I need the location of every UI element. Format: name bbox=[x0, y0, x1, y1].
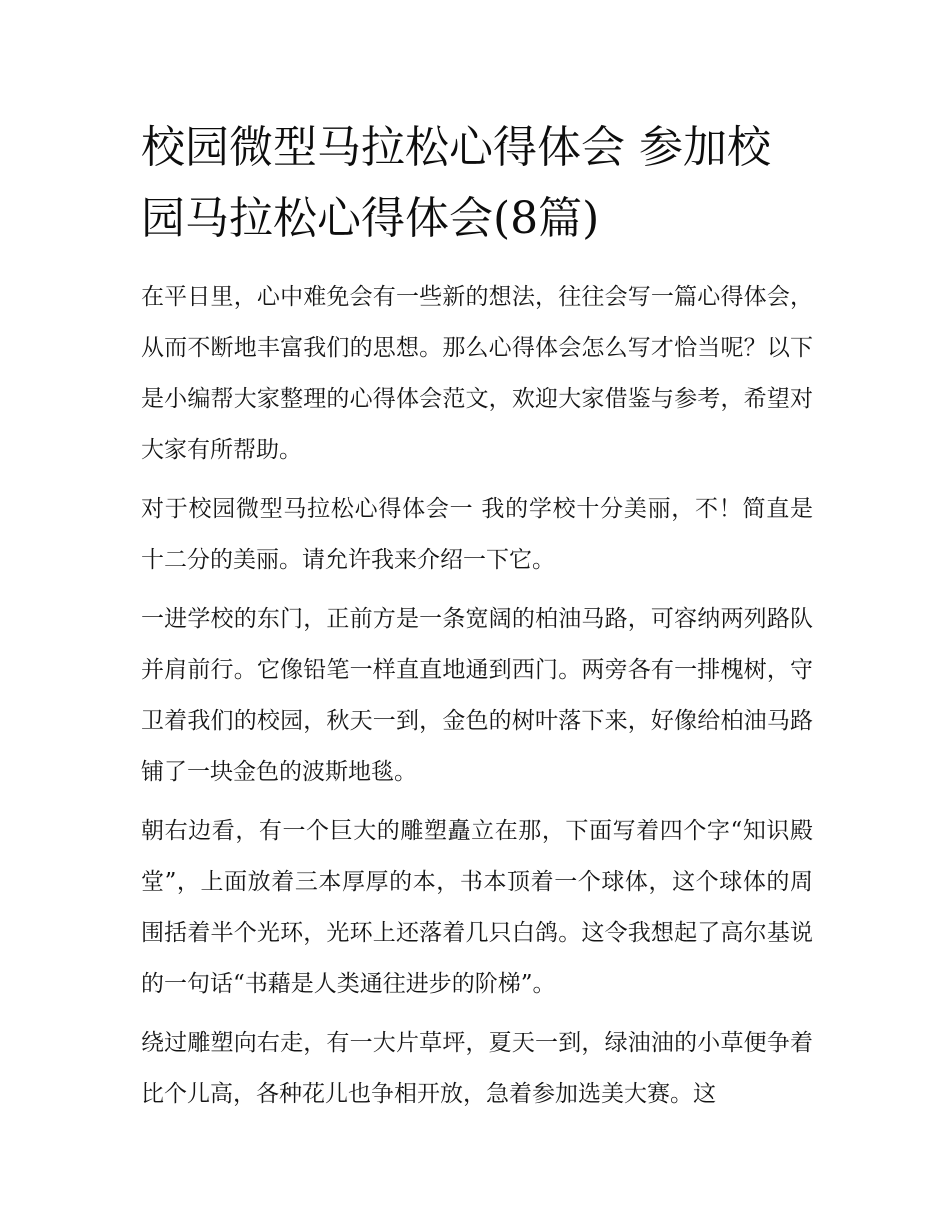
paragraph-sculpture: 朝右边看，有一个巨大的雕塑矗立在那，下面写着四个字“知识殿堂”，上面放着三本厚厚的本，书本顶着一个球体，这个球体的周围括着半个光环，光环上还落着几只白鸽。这令我想起了高尔基说的一句话“书藉是人类通往进步的阶梯”。 bbox=[141, 818, 813, 997]
document-body bbox=[141, 112, 813, 1128]
paragraph-lawn: 绕过雕塑向右走，有一大片草坪，夏天一到，绿油油的小草便争着比个儿高，各种花儿也争相开放，急着参加选美大赛。这 bbox=[141, 1030, 813, 1107]
paragraph-intro: 在平日里，心中难免会有一些新的想法，往往会写一篇心得体会，从而不断地丰富我们的思想。那么心得体会怎么写才恰当呢？以下是小编帮大家整理的心得体会范文，欢迎大家借鉴与参考，希望对大家有所帮助。 bbox=[141, 284, 813, 463]
document-title: 校园微型马拉松心得体会 参加校园马拉松心得体会(8篇) bbox=[141, 122, 771, 244]
paragraph-section-one-opening: 对于校园微型马拉松心得体会一 我的学校十分美丽，不！简直是十二分的美丽。请允许我来介绍一下它。 bbox=[141, 496, 813, 573]
paragraph-east-gate: 一进学校的东门，正前方是一条宽阔的柏油马路，可容纳两列路队并肩前行。它像铅笔一样直直地通到西门。两旁各有一排槐树，守卫着我们的校园，秋天一到，金色的树叶落下来，好像给柏油马路铺了一块金色的波斯地毯。 bbox=[141, 606, 813, 785]
